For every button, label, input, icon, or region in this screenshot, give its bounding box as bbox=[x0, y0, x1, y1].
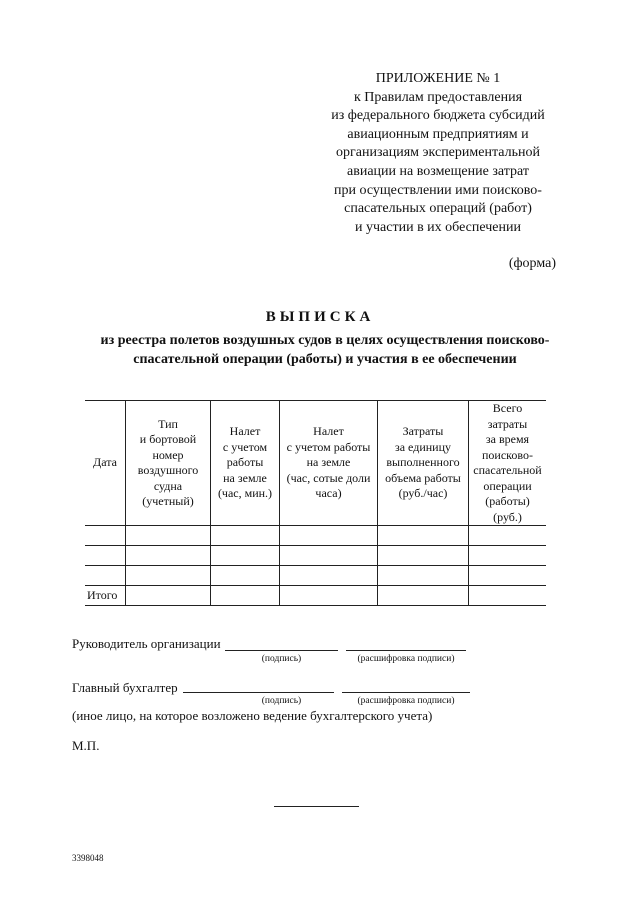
header-text: Затраты за единицу выполненного объема работы (руб./час) bbox=[385, 424, 461, 501]
appendix-block bbox=[318, 70, 558, 237]
table-header-row bbox=[85, 401, 546, 526]
appendix-line: ПРИЛОЖЕНИЕ № 1 bbox=[375, 71, 501, 86]
header-text: Налет с учетом работы на земле (час, мин.) bbox=[217, 424, 273, 501]
head-decode-line[interactable] bbox=[346, 650, 466, 651]
table-cell[interactable] bbox=[378, 526, 469, 546]
table-cell[interactable] bbox=[85, 566, 126, 586]
appendix-line: авиации на возмещение затрат bbox=[347, 163, 529, 179]
header-aircraft bbox=[126, 401, 211, 526]
form-label: (форма) bbox=[508, 256, 556, 271]
total-label: Итого bbox=[85, 586, 126, 606]
header-text: Всего затраты за время поисково- спасательной операции (работы) (руб.) bbox=[473, 401, 542, 524]
table-cell[interactable] bbox=[85, 526, 126, 546]
decode-caption: (расшифровка подписи) bbox=[357, 696, 455, 706]
table-cell[interactable] bbox=[211, 526, 280, 546]
table-cell[interactable] bbox=[378, 586, 469, 606]
table-cell[interactable] bbox=[469, 546, 547, 566]
document-title: ВЫПИСКА bbox=[265, 309, 375, 325]
appendix-line: авиационным предприятиям и bbox=[347, 126, 529, 142]
document-subtitle bbox=[80, 331, 570, 369]
head-signature-line[interactable] bbox=[225, 650, 338, 651]
other-person-note: (иное лицо, на которое возложено ведение бухгалтерского учета) bbox=[72, 708, 433, 723]
table-row bbox=[85, 526, 546, 546]
decode-caption: (расшифровка подписи) bbox=[357, 654, 455, 664]
table-cell[interactable] bbox=[280, 546, 378, 566]
appendix-line: организациям экспериментальной bbox=[336, 145, 540, 161]
table-cell[interactable] bbox=[469, 566, 547, 586]
table-cell[interactable] bbox=[378, 566, 469, 586]
accountant-decode-line[interactable] bbox=[342, 692, 470, 693]
appendix-line: к Правилам предоставления bbox=[353, 89, 523, 105]
header-total-cost bbox=[469, 401, 547, 526]
table-cell[interactable] bbox=[85, 546, 126, 566]
table-row bbox=[85, 546, 546, 566]
table-total-row bbox=[85, 586, 546, 606]
table-cell[interactable] bbox=[280, 586, 378, 606]
header-text: Тип и бортовой номер воздушного судна (учетный) bbox=[137, 416, 199, 508]
table-row bbox=[85, 566, 546, 586]
table-cell[interactable] bbox=[211, 586, 280, 606]
stamp-label: М.П. bbox=[72, 738, 100, 753]
appendix-line: и участии в их обеспечении bbox=[355, 219, 521, 235]
table-cell[interactable] bbox=[211, 546, 280, 566]
header-flight-time-hundredths bbox=[280, 401, 378, 526]
table-cell[interactable] bbox=[378, 546, 469, 566]
appendix-line: из федерального бюджета субсидий bbox=[331, 108, 545, 124]
header-text: Налет с учетом работы на земле (час, сотые доли часа) bbox=[286, 424, 371, 501]
table-cell[interactable] bbox=[126, 566, 211, 586]
sign-caption: (подпись) bbox=[261, 654, 302, 664]
header-flight-time-min bbox=[211, 401, 280, 526]
accountant-signature-label: Главный бухгалтер bbox=[72, 680, 178, 695]
table-cell[interactable] bbox=[126, 526, 211, 546]
subtitle-line: из реестра полетов воздушных судов в целях осуществления поисково- bbox=[100, 333, 550, 348]
appendix-line: спасательных операций (работ) bbox=[344, 201, 532, 217]
header-date bbox=[85, 401, 126, 526]
table-cell[interactable] bbox=[126, 586, 211, 606]
bottom-divider bbox=[274, 806, 359, 807]
header-unit-cost bbox=[378, 401, 469, 526]
table-cell[interactable] bbox=[211, 566, 280, 586]
sign-caption: (подпись) bbox=[261, 696, 302, 706]
appendix-line: при осуществлении ими поисково- bbox=[334, 182, 542, 198]
table-cell[interactable] bbox=[280, 526, 378, 546]
header-text: Дата bbox=[93, 455, 117, 470]
table-cell[interactable] bbox=[469, 586, 547, 606]
head-signature-label: Руководитель организации bbox=[72, 636, 221, 651]
registry-table bbox=[85, 400, 546, 606]
table-cell[interactable] bbox=[126, 546, 211, 566]
subtitle-line: спасательной операции (работы) и участия в ее обеспечении bbox=[133, 352, 517, 367]
accountant-signature-line[interactable] bbox=[183, 692, 334, 693]
document-code: 3398048 bbox=[72, 853, 104, 863]
table-cell[interactable] bbox=[469, 526, 547, 546]
table-cell[interactable] bbox=[280, 566, 378, 586]
